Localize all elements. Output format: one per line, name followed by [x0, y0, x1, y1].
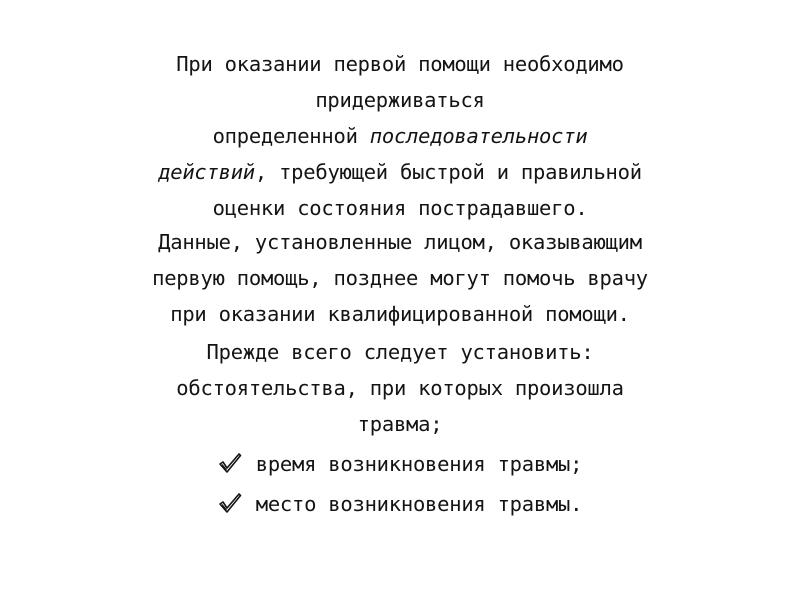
- intro-line-3-text: определенной: [212, 124, 370, 148]
- intro-emphasis-sequence: последовательности: [369, 124, 588, 148]
- data-line-1: Данные, установленные лицом, оказывающим: [158, 230, 642, 254]
- intro-line-4: [0, 154, 800, 190]
- circumstances-paragraph: [0, 370, 800, 442]
- checklist-item-text: место возникновения травмы.: [255, 492, 583, 516]
- data-paragraph: [0, 224, 800, 332]
- first-step-line: Прежде всего следует установить:: [206, 340, 594, 364]
- intro-line-5: оценки состояния пострадавшего.: [212, 196, 588, 220]
- intro-line-2: придерживаться: [315, 88, 485, 112]
- checkmark-icon: [218, 452, 242, 474]
- circumstances-line-2: травма;: [357, 412, 443, 436]
- checklist-item: [0, 486, 800, 522]
- intro-paragraph: [0, 46, 800, 226]
- intro-line-4-text: , требующей быстрой и правильной: [254, 160, 642, 184]
- checklist-item: [0, 446, 800, 482]
- intro-line-3: [0, 118, 800, 154]
- checklist-item-text: время возникновения травмы;: [255, 452, 583, 476]
- intro-emphasis-actions: действий: [158, 160, 255, 184]
- intro-line-1: При оказании первой помощи необходимо: [176, 52, 624, 76]
- first-step-paragraph: [0, 334, 800, 370]
- checkmark-icon: [218, 492, 242, 514]
- circumstances-line-1: обстоятельства, при которых произошла: [176, 376, 624, 400]
- data-line-3: при оказании квалифицированной помощи.: [170, 302, 630, 326]
- data-line-2: первую помощь, позднее могут помочь врачу: [152, 266, 648, 290]
